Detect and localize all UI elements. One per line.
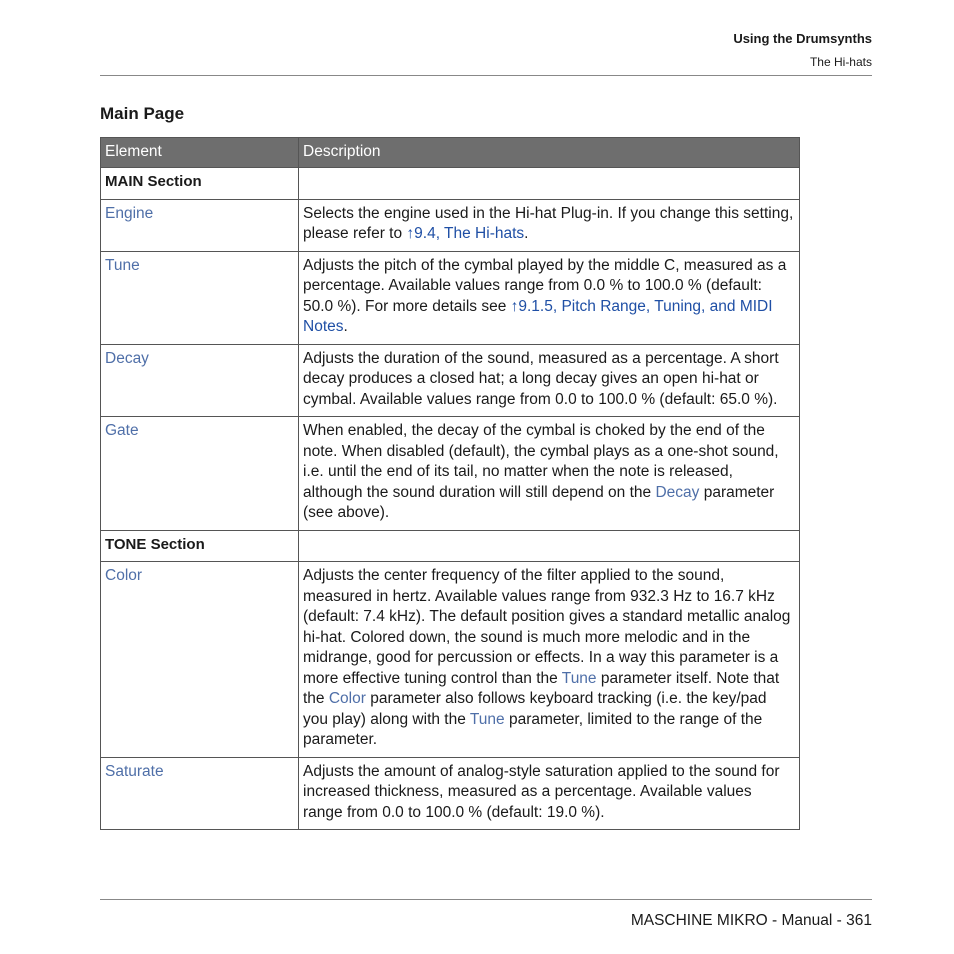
description-text: Selects the engine used in the Hi-hat Plug-in. If you change this setting, please refer to	[303, 204, 794, 242]
description-cell-color	[299, 562, 800, 758]
xref-link-the-hi-hats[interactable]: ↑9.4, The Hi-hats	[406, 225, 525, 242]
description-cell-gate	[299, 417, 800, 531]
description-text: parameter also follows keyboard tracking (i.e. the key/pad you play) along with the	[303, 690, 767, 728]
description-text: When enabled, the decay of the cymbal is choked by the end of the note. When disabled (default), the cymbal plays as a one-shot sound, i.e. until the end of its tail, no matter when the note is released, although the sound duration will still depend on the	[303, 422, 779, 501]
parameter-table	[100, 137, 800, 830]
element-cell-gate	[101, 417, 299, 531]
description-text: Adjusts the center frequency of the filter applied to the sound, measured in hertz. Available values range from 932.3 Hz to 16.7 kHz (default: 7.4 kHz). The default position gives a standard metallic analog hi-hat. Colored down, the sound is much more melodic and in the midrange, good for percussion or effects. In a way this parameter is a more effective tuning control than the	[303, 567, 791, 687]
description-cell-tune	[299, 251, 800, 344]
element-name-engine: Engine	[105, 204, 154, 222]
description-text: parameter, limited to the range of the parameter.	[303, 710, 763, 748]
description-text: .	[343, 318, 348, 335]
footer-divider	[100, 899, 872, 900]
description-text: Adjusts the amount of analog-style saturation applied to the sound for increased thickness, measured as a percentage. Available values range from 0.0 to 100.0 % (default: 19.0 %).	[303, 762, 780, 821]
element-cell-color	[101, 562, 299, 758]
running-header-chapter: Using the Drumsynths	[733, 31, 872, 46]
description-text: Adjusts the duration of the sound, measured as a percentage. A short decay produces a closed hat; a long decay gives an open hi-hat or cymbal. Available values range from 0.0 to 100.0 % (default: 65.0 %).	[303, 349, 779, 408]
inline-parameter-tune: Tune	[469, 710, 505, 728]
inline-parameter-tune: Tune	[561, 669, 597, 687]
description-text: Adjusts the pitch of the cymbal played by the middle C, measured as a percentage. Available values range from 0.0 % to 100.0 % (default: 50.0 %). For more details see	[303, 256, 787, 315]
element-cell-saturate	[101, 757, 299, 830]
inline-parameter-color: Color	[328, 690, 366, 707]
description-cell-decay	[299, 344, 800, 417]
inline-parameter-decay: Decay	[655, 483, 700, 501]
header-divider	[100, 75, 872, 76]
table-row	[101, 251, 800, 344]
column-header-description: Description	[299, 138, 800, 168]
section-empty-cell	[299, 168, 800, 200]
element-cell-decay	[101, 344, 299, 417]
section-label-tone: TONE Section	[101, 530, 299, 562]
element-name-gate: Gate	[105, 422, 139, 439]
description-text: parameter (see above).	[303, 483, 775, 521]
section-label-main: MAIN Section	[101, 168, 299, 200]
page-footer: MASCHINE MIKRO - Manual - 361	[630, 912, 872, 929]
table-row	[101, 199, 800, 251]
description-cell-saturate	[299, 757, 800, 830]
running-header-section: The Hi-hats	[809, 55, 872, 69]
element-cell-engine	[101, 199, 299, 251]
table-header-row	[101, 138, 800, 168]
table-row	[101, 344, 800, 417]
description-cell-engine	[299, 199, 800, 251]
element-name-color: Color	[105, 567, 143, 584]
element-name-tune: Tune	[105, 256, 140, 274]
description-text: .	[524, 225, 529, 242]
element-cell-tune	[101, 251, 299, 344]
section-row-tone	[101, 530, 800, 562]
description-text: parameter itself. Note that the	[303, 669, 780, 707]
section-heading: Main Page	[100, 104, 185, 123]
xref-link-pitch-range[interactable]: ↑9.1.5, Pitch Range, Tuning, and MIDI Notes	[303, 297, 773, 335]
section-row-main	[101, 168, 800, 200]
column-header-element: Element	[101, 138, 299, 168]
table-row	[101, 417, 800, 531]
table-row	[101, 562, 800, 758]
section-empty-cell	[299, 530, 800, 562]
element-name-decay: Decay	[105, 349, 149, 367]
table-row	[101, 757, 800, 830]
element-name-saturate: Saturate	[105, 762, 164, 780]
